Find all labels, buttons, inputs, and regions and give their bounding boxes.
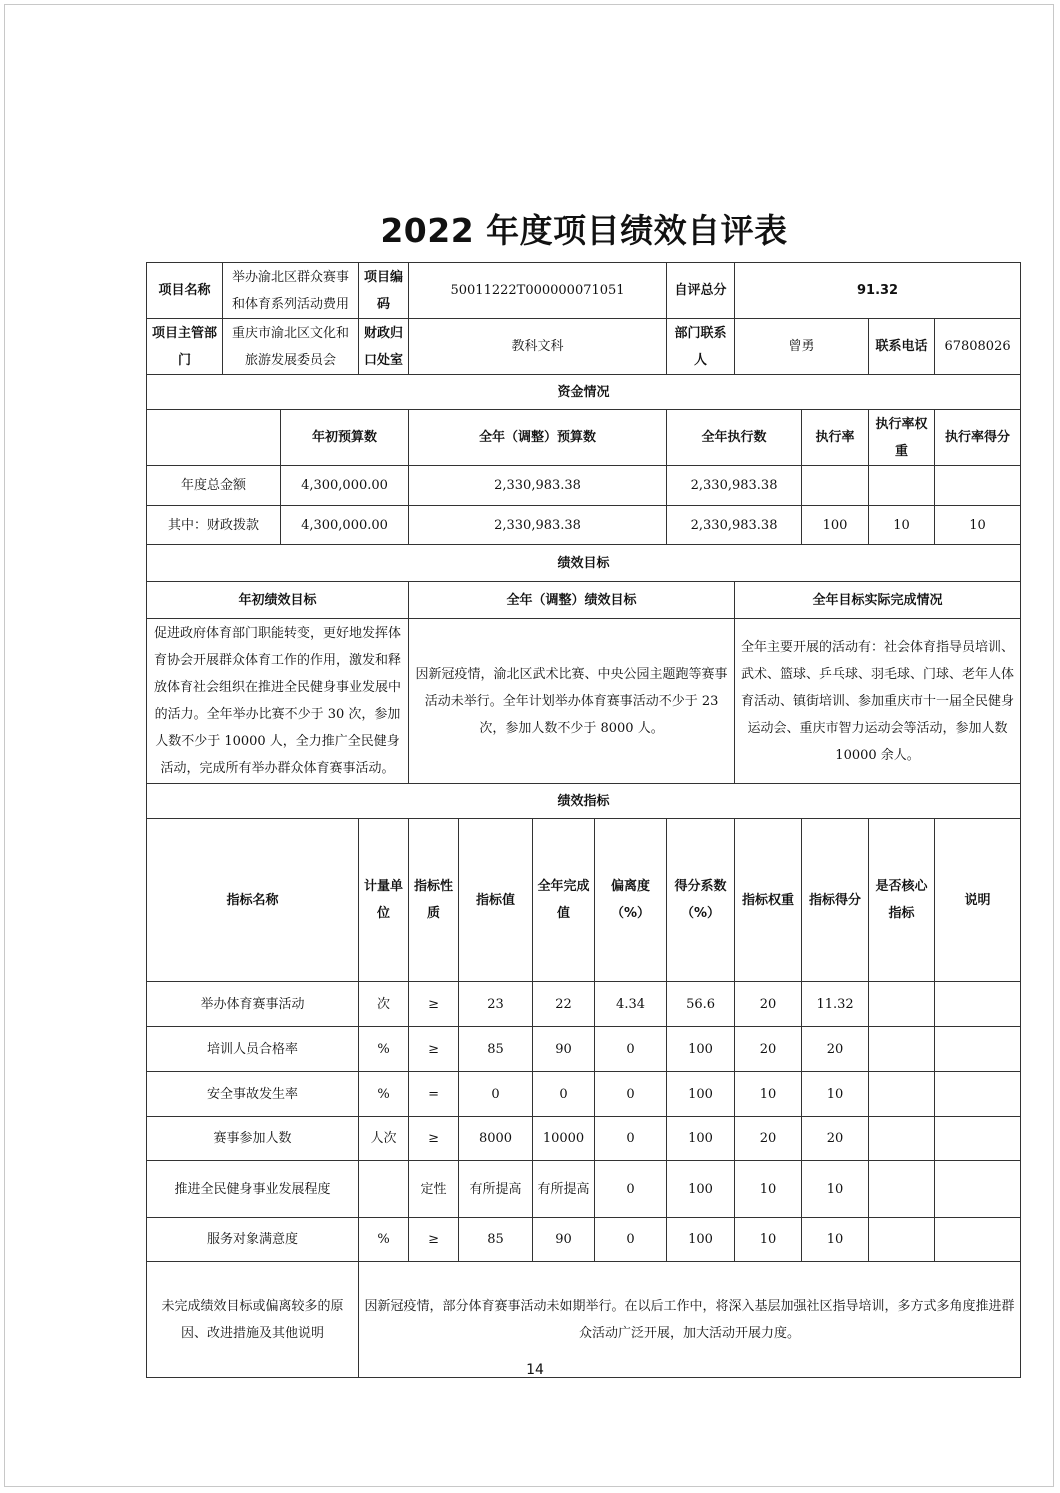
- ind-unit: %: [359, 1027, 409, 1072]
- ind-unit: %: [359, 1218, 409, 1262]
- ind-note: [935, 1117, 1021, 1161]
- ind-actual: 90: [533, 1218, 595, 1262]
- ind-header-note: 说明: [935, 819, 1021, 982]
- funds-header-rate: 执行率: [802, 410, 869, 466]
- indicator-row: [147, 1027, 1021, 1072]
- ind-target: 85: [459, 1218, 533, 1262]
- code-label: 项目编码: [359, 263, 409, 319]
- ind-score: 10: [802, 1218, 869, 1262]
- funds-executed: 2,330,983.38: [667, 466, 802, 506]
- ind-deviation: 4.34: [595, 982, 667, 1027]
- funds-header-score: 执行率得分: [935, 410, 1021, 466]
- ind-header-coef: 得分系数（%）: [667, 819, 735, 982]
- ind-target: 85: [459, 1027, 533, 1072]
- ind-coef: 100: [667, 1218, 735, 1262]
- ind-deviation: 0: [595, 1218, 667, 1262]
- ind-weight: 20: [735, 1027, 802, 1072]
- ind-core: [869, 1117, 935, 1161]
- ind-core: [869, 982, 935, 1027]
- ind-header-deviation: 偏离度（%）: [595, 819, 667, 982]
- ind-score: 10: [802, 1072, 869, 1117]
- office: 教科文科: [409, 319, 667, 375]
- goals-section-title: 绩效目标: [147, 545, 1021, 582]
- funds-adjusted: 2,330,983.38: [409, 466, 667, 506]
- phone: 67808026: [935, 319, 1021, 375]
- ind-nature: ≥: [409, 1027, 459, 1072]
- ind-nature: ≥: [409, 982, 459, 1027]
- goal-actual-text: 全年主要开展的活动有：社会体育指导员培训、武术、篮球、乒乓球、羽毛球、门球、老年人体育活动、镇街培训、参加重庆市十一届全民健身运动会、重庆市智力运动会等活动，参加人数 10000 余人。: [735, 619, 1021, 784]
- ind-unit: 次: [359, 982, 409, 1027]
- indicator-row: [147, 1117, 1021, 1161]
- page-number: 14: [526, 1362, 544, 1378]
- ind-actual: 90: [533, 1027, 595, 1072]
- funds-section-title: 资金情况: [147, 375, 1021, 410]
- ind-note: [935, 982, 1021, 1027]
- office-label: 财政归口处室: [359, 319, 409, 375]
- funds-rate: 100: [802, 506, 869, 545]
- goals-content-row: [147, 619, 1021, 784]
- funds-adjusted: 2,330,983.38: [409, 506, 667, 545]
- ind-header-target: 指标值: [459, 819, 533, 982]
- funds-header-initial: 年初预算数: [281, 410, 409, 466]
- ind-name: 举办体育赛事活动: [147, 982, 359, 1027]
- indicator-row: [147, 1072, 1021, 1117]
- funds-weight: 10: [869, 506, 935, 545]
- funds-header-blank: [147, 410, 281, 466]
- funds-row-total: [147, 466, 1021, 506]
- funds-score: [935, 466, 1021, 506]
- ind-actual: 10000: [533, 1117, 595, 1161]
- goals-header-initial: 年初绩效目标: [147, 582, 409, 619]
- ind-target: 0: [459, 1072, 533, 1117]
- ind-note: [935, 1161, 1021, 1218]
- goals-header-adjusted: 全年（调整）绩效目标: [409, 582, 735, 619]
- ind-actual: 0: [533, 1072, 595, 1117]
- ind-coef: 100: [667, 1117, 735, 1161]
- explanation-label: 未完成绩效目标或偏离较多的原因、改进措施及其他说明: [147, 1262, 359, 1378]
- ind-unit: 人次: [359, 1117, 409, 1161]
- ind-score: 11.32: [802, 982, 869, 1027]
- goals-section-row: [147, 545, 1021, 582]
- ind-header-weight: 指标权重: [735, 819, 802, 982]
- contact-label: 部门联系人: [667, 319, 735, 375]
- phone-label: 联系电话: [869, 319, 935, 375]
- goals-header-row: [147, 582, 1021, 619]
- funds-initial: 4,300,000.00: [281, 506, 409, 545]
- goal-initial-text: 促进政府体育部门职能转变，更好地发挥体育协会开展群众体育工作的作用，激发和释放体育社会组织在推进全民健身事业发展中的活力。全年举办比赛不少于 30 次，参加人数不少于 10000 人，全力推广全民健身活动，完成所有举办群众体育赛事活动。: [147, 619, 409, 784]
- ind-header-actual: 全年完成值: [533, 819, 595, 982]
- ind-name: 服务对象满意度: [147, 1218, 359, 1262]
- explanation-row: [147, 1262, 1021, 1378]
- ind-header-unit: 计量单位: [359, 819, 409, 982]
- indicator-row: [147, 1161, 1021, 1218]
- project-name-label: 项目名称: [147, 263, 223, 319]
- ind-score: 20: [802, 1117, 869, 1161]
- funds-executed: 2,330,983.38: [667, 506, 802, 545]
- ind-name: 培训人员合格率: [147, 1027, 359, 1072]
- info-row-1: [147, 263, 1021, 319]
- ind-target: 8000: [459, 1117, 533, 1161]
- performance-table: [146, 262, 1021, 1378]
- ind-nature: =: [409, 1072, 459, 1117]
- ind-note: [935, 1218, 1021, 1262]
- indicators-section-title: 绩效指标: [147, 784, 1021, 819]
- indicators-header-row: [147, 819, 1021, 982]
- project-name: 举办渝北区群众赛事和体育系列活动费用: [223, 263, 359, 319]
- ind-deviation: 0: [595, 1161, 667, 1218]
- ind-header-name: 指标名称: [147, 819, 359, 982]
- ind-weight: 20: [735, 982, 802, 1027]
- ind-coef: 100: [667, 1027, 735, 1072]
- indicator-row: [147, 1218, 1021, 1262]
- ind-actual: 有所提高: [533, 1161, 595, 1218]
- ind-coef: 100: [667, 1072, 735, 1117]
- funds-rate: [802, 466, 869, 506]
- ind-name: 推进全民健身事业发展程度: [147, 1161, 359, 1218]
- funds-row-label: 年度总金额: [147, 466, 281, 506]
- info-row-2: [147, 319, 1021, 375]
- goals-header-actual: 全年目标实际完成情况: [735, 582, 1021, 619]
- dept-label: 项目主管部门: [147, 319, 223, 375]
- ind-target: 有所提高: [459, 1161, 533, 1218]
- ind-deviation: 0: [595, 1072, 667, 1117]
- ind-nature: ≥: [409, 1218, 459, 1262]
- ind-coef: 56.6: [667, 982, 735, 1027]
- ind-header-core: 是否核心指标: [869, 819, 935, 982]
- ind-name: 赛事参加人数: [147, 1117, 359, 1161]
- funds-weight: [869, 466, 935, 506]
- contact: 曾勇: [735, 319, 869, 375]
- ind-name: 安全事故发生率: [147, 1072, 359, 1117]
- funds-row-label: 其中：财政拨款: [147, 506, 281, 545]
- ind-weight: 20: [735, 1117, 802, 1161]
- ind-score: 10: [802, 1161, 869, 1218]
- funds-header-executed: 全年执行数: [667, 410, 802, 466]
- funds-score: 10: [935, 506, 1021, 545]
- funds-header-row: [147, 410, 1021, 466]
- ind-note: [935, 1027, 1021, 1072]
- ind-deviation: 0: [595, 1027, 667, 1072]
- ind-score: 20: [802, 1027, 869, 1072]
- funds-row-fiscal: [147, 506, 1021, 545]
- ind-core: [869, 1218, 935, 1262]
- explanation-text: 因新冠疫情，部分体育赛事活动未如期举行。在以后工作中，将深入基层加强社区指导培训，多方式多角度推进群众活动广泛开展，加大活动开展力度。: [359, 1262, 1021, 1378]
- ind-header-nature: 指标性质: [409, 819, 459, 982]
- page-title: 2022 年度项目绩效自评表: [380, 211, 788, 250]
- indicator-row: [147, 982, 1021, 1027]
- funds-header-weight: 执行率权重: [869, 410, 935, 466]
- ind-deviation: 0: [595, 1117, 667, 1161]
- ind-unit: %: [359, 1072, 409, 1117]
- indicators-section-row: [147, 784, 1021, 819]
- dept: 重庆市渝北区文化和旅游发展委员会: [223, 319, 359, 375]
- funds-initial: 4,300,000.00: [281, 466, 409, 506]
- funds-section-row: [147, 375, 1021, 410]
- ind-note: [935, 1072, 1021, 1117]
- ind-nature: 定性: [409, 1161, 459, 1218]
- ind-core: [869, 1027, 935, 1072]
- ind-actual: 22: [533, 982, 595, 1027]
- self-score: 91.32: [735, 263, 1021, 319]
- ind-target: 23: [459, 982, 533, 1027]
- project-code: 50011222T000000071051: [409, 263, 667, 319]
- ind-weight: 10: [735, 1218, 802, 1262]
- funds-header-adjusted: 全年（调整）预算数: [409, 410, 667, 466]
- ind-coef: 100: [667, 1161, 735, 1218]
- goal-adjusted-text: 因新冠疫情，渝北区武术比赛、中央公园主题跑等赛事活动未举行。全年计划举办体育赛事活动不少于 23 次，参加人数不少于 8000 人。: [409, 619, 735, 784]
- ind-core: [869, 1161, 935, 1218]
- ind-header-score: 指标得分: [802, 819, 869, 982]
- ind-unit: [359, 1161, 409, 1218]
- ind-weight: 10: [735, 1161, 802, 1218]
- ind-core: [869, 1072, 935, 1117]
- self-score-label: 自评总分: [667, 263, 735, 319]
- ind-nature: ≥: [409, 1117, 459, 1161]
- ind-weight: 10: [735, 1072, 802, 1117]
